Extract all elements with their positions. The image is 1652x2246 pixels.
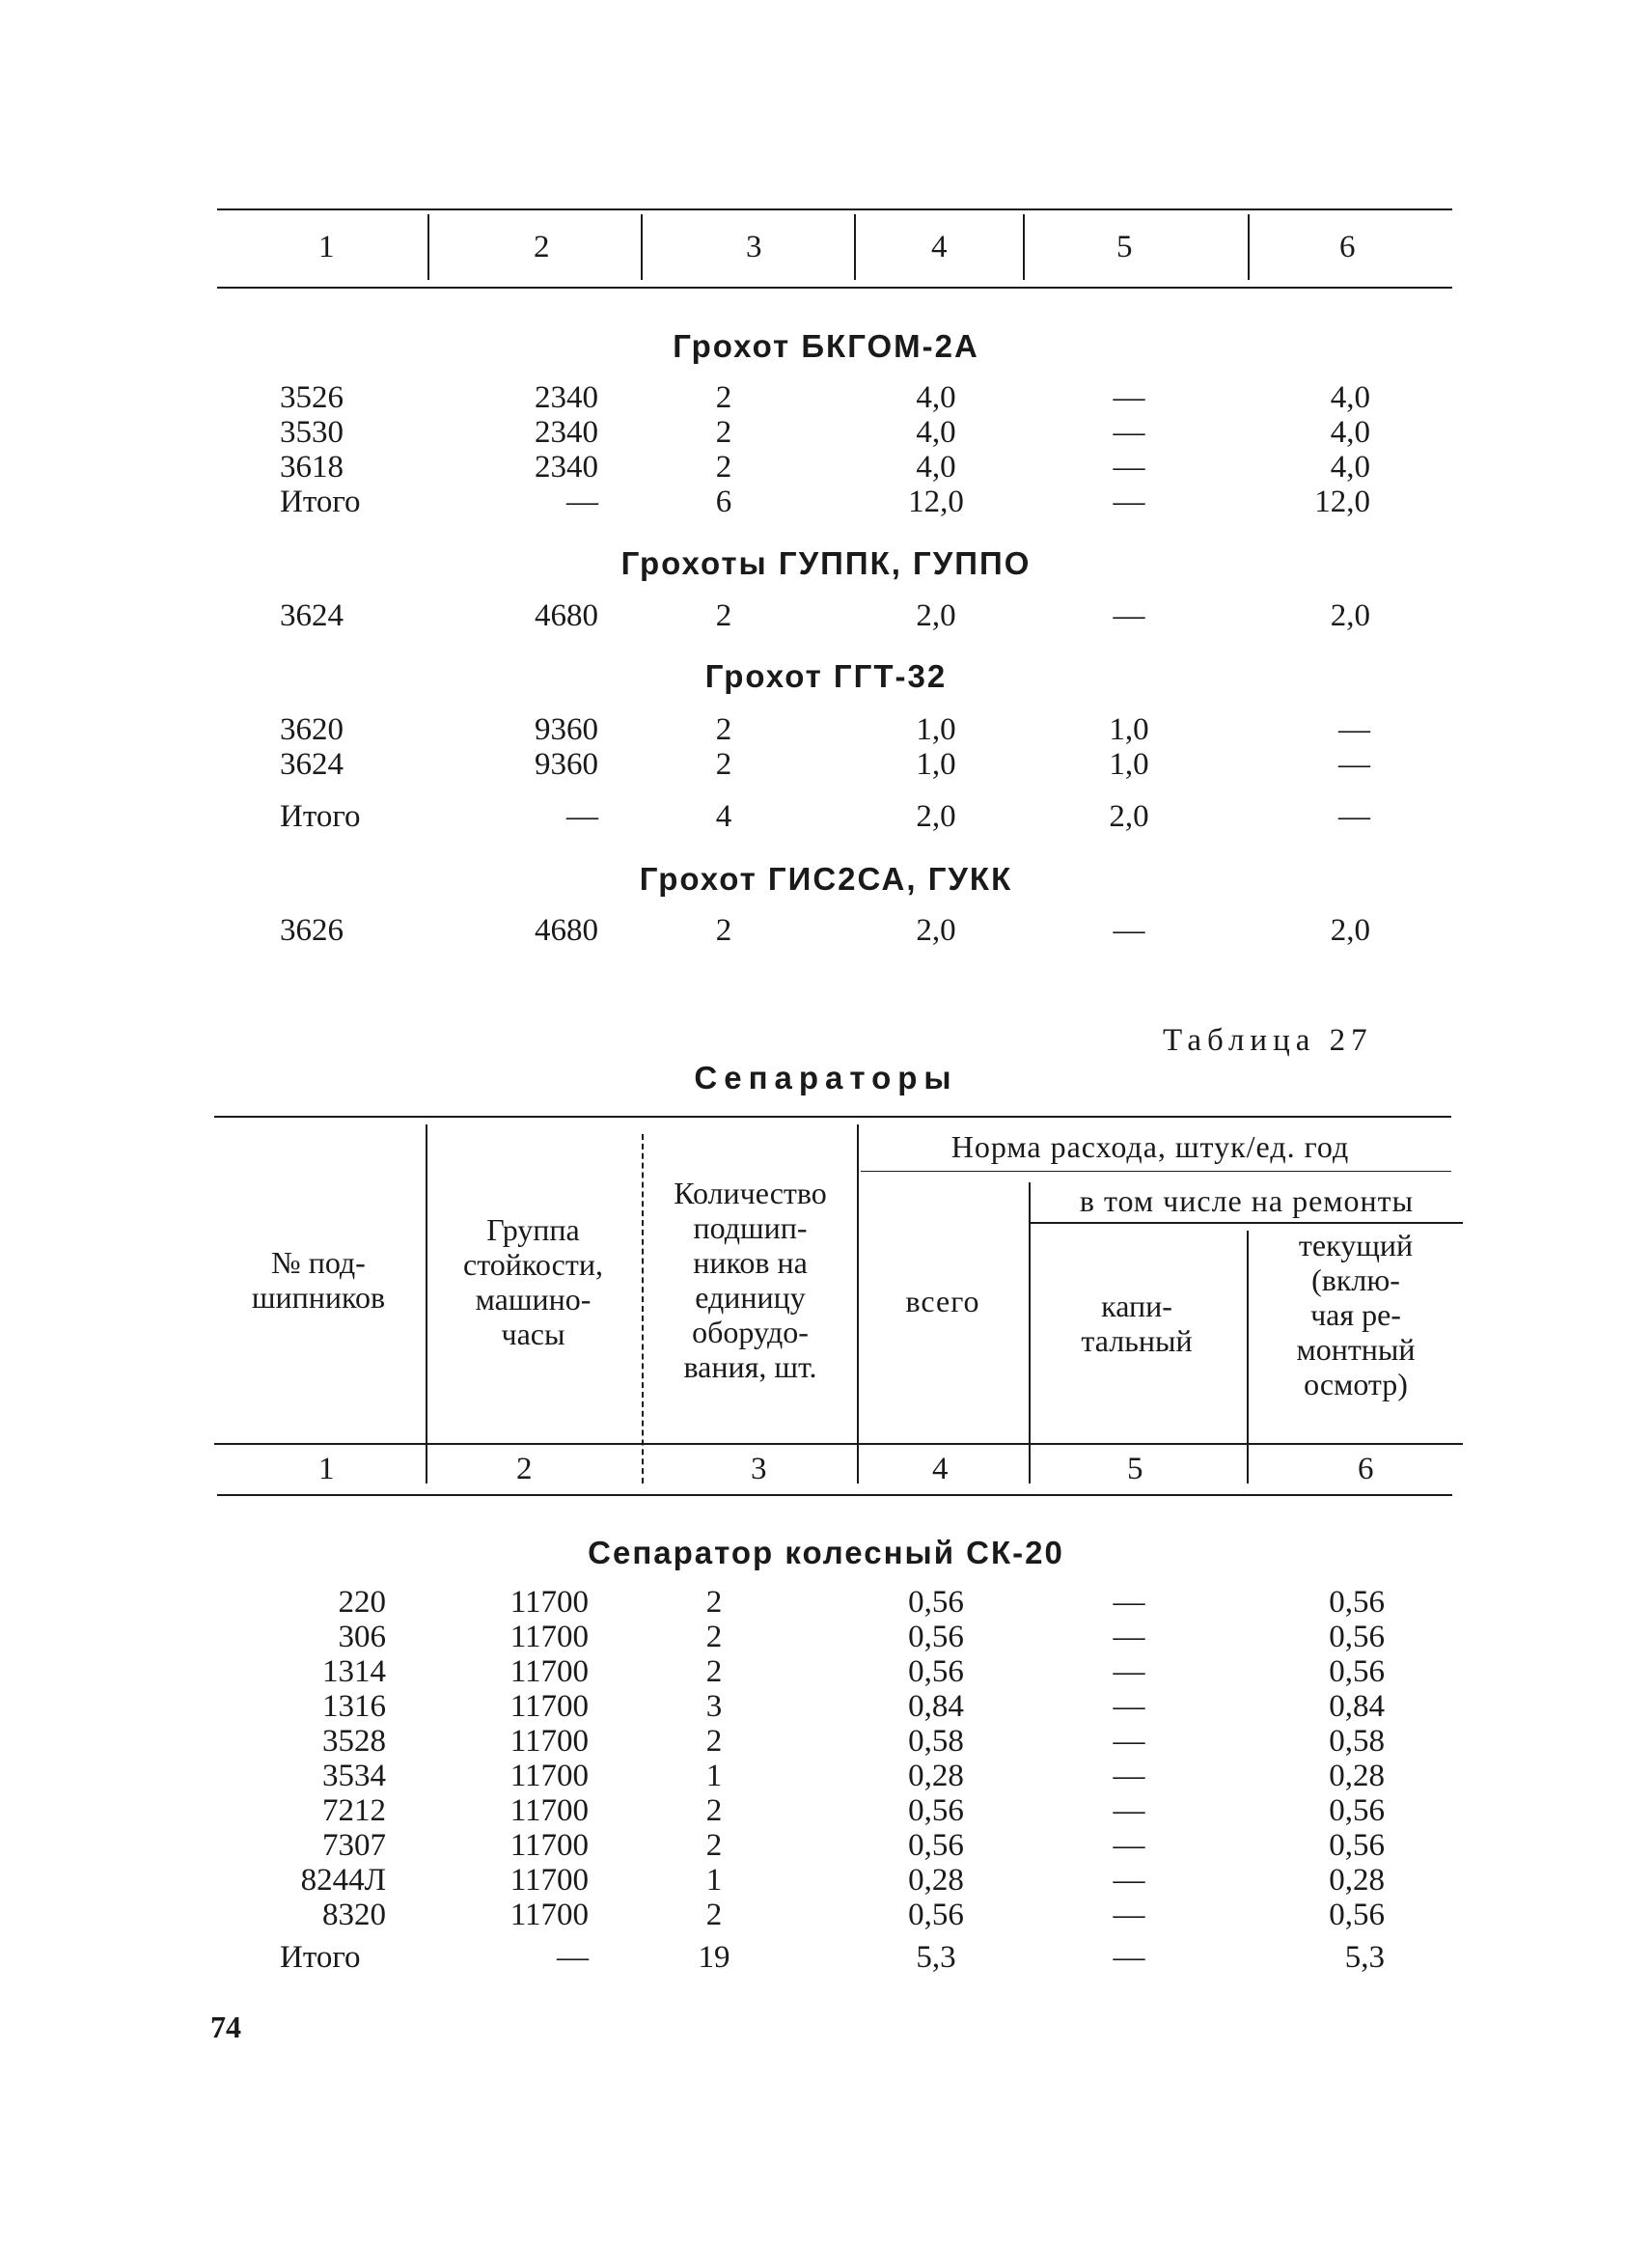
- header-line: капи-: [1101, 1289, 1172, 1323]
- bearing-number: 7307: [322, 1828, 386, 1863]
- header-line: Группа: [486, 1212, 580, 1247]
- norm-capital: —: [1113, 1689, 1145, 1724]
- rule: [214, 1116, 1451, 1118]
- norm-total: 4,0: [916, 380, 956, 415]
- bearing-number: 1314: [322, 1654, 386, 1689]
- norm-total: 0,56: [908, 1620, 964, 1654]
- group-hours: 11700: [509, 1759, 589, 1793]
- norm-capital: —: [1113, 1654, 1145, 1689]
- quantity: 19: [698, 1940, 730, 1975]
- quantity: 1: [705, 1863, 723, 1898]
- bearing-number: 7212: [322, 1793, 386, 1828]
- bearing-number: 8244Л: [300, 1863, 386, 1898]
- quantity: 2: [705, 1793, 723, 1828]
- norm-capital: 1,0: [1109, 747, 1149, 782]
- bearing-number: 306: [338, 1620, 386, 1654]
- group-hours: —: [566, 485, 598, 519]
- header-line: тальный: [1081, 1323, 1193, 1358]
- page-number: 74: [210, 2010, 241, 2044]
- column-number: 1: [318, 1452, 335, 1486]
- norm-current: 0,28: [1329, 1759, 1385, 1793]
- quantity: 2: [705, 1724, 723, 1759]
- group-hours: 9360: [535, 712, 598, 747]
- norm-total: 0,28: [908, 1863, 964, 1898]
- quantity: 2: [705, 1828, 723, 1863]
- header-line: № под-: [271, 1245, 366, 1280]
- group-hours: 11700: [509, 1724, 589, 1759]
- header-repairs: в том числе на ремонты: [1079, 1183, 1415, 1218]
- section-title: Грохот ГИС2СА, ГУКК: [639, 861, 1013, 897]
- header-line: стойкости,: [463, 1247, 603, 1282]
- column-number: 6: [1339, 230, 1356, 264]
- column-number: 5: [1127, 1452, 1143, 1486]
- divider: [427, 214, 429, 280]
- norm-capital: —: [1113, 1863, 1145, 1898]
- norm-current: 4,0: [1330, 380, 1370, 415]
- quantity: 2: [705, 1620, 723, 1654]
- divider: [641, 214, 643, 280]
- norm-current: 0,56: [1329, 1793, 1385, 1828]
- divider: [1023, 214, 1025, 280]
- quantity: 2: [715, 415, 732, 450]
- group-hours: 11700: [509, 1620, 589, 1654]
- group-hours: 2340: [535, 380, 598, 415]
- total-label: Итого: [280, 799, 361, 834]
- group-hours: 11700: [509, 1793, 589, 1828]
- header-line: ников на: [693, 1245, 808, 1280]
- bearing-number: 3528: [322, 1724, 386, 1759]
- bearing-number: 1316: [322, 1689, 386, 1724]
- norm-current: 0,56: [1329, 1585, 1385, 1620]
- norm-total: 1,0: [916, 747, 956, 782]
- quantity: 2: [715, 747, 732, 782]
- norm-current: —: [1338, 747, 1370, 782]
- norm-capital: —: [1113, 450, 1145, 485]
- total-label: Итого: [280, 1940, 361, 1975]
- group-hours: —: [566, 799, 598, 834]
- header-line: часы: [501, 1317, 565, 1351]
- group-hours: 11700: [509, 1585, 589, 1620]
- norm-current: 4,0: [1330, 450, 1370, 485]
- quantity: 2: [715, 913, 732, 948]
- quantity: 2: [715, 450, 732, 485]
- norm-current: 0,28: [1329, 1863, 1385, 1898]
- column-number: 3: [746, 230, 762, 264]
- norm-capital: —: [1113, 1940, 1145, 1975]
- norm-total: 2,0: [916, 799, 956, 834]
- quantity: 2: [705, 1898, 723, 1932]
- section-title: Грохот БКГОМ-2А: [673, 328, 979, 364]
- quantity: 3: [705, 1689, 723, 1724]
- norm-current: 0,58: [1329, 1724, 1385, 1759]
- norm-current: 0,56: [1329, 1898, 1385, 1932]
- group-hours: 11700: [509, 1863, 589, 1898]
- column-number: 4: [932, 1452, 949, 1486]
- norm-total: 0,56: [908, 1793, 964, 1828]
- divider: [857, 1124, 859, 1483]
- norm-current: 0,56: [1329, 1620, 1385, 1654]
- group-hours: 9360: [535, 747, 598, 782]
- group-hours: 11700: [509, 1654, 589, 1689]
- norm-current: 0,56: [1329, 1828, 1385, 1863]
- header-line: вания, шт.: [683, 1349, 817, 1384]
- total-label: Итого: [280, 485, 361, 519]
- bearing-number: 3618: [280, 450, 344, 485]
- norm-capital: —: [1113, 1759, 1145, 1793]
- rule: [861, 1171, 1451, 1172]
- norm-capital: —: [1113, 380, 1145, 415]
- norm-total: 0,58: [908, 1724, 964, 1759]
- norm-total: 4,0: [916, 415, 956, 450]
- header-line: оборудо-: [692, 1315, 809, 1349]
- header-line: осмотр): [1304, 1367, 1408, 1401]
- rule: [217, 1494, 1452, 1496]
- group-hours: 11700: [509, 1898, 589, 1932]
- norm-capital: 2,0: [1109, 799, 1149, 834]
- norm-total: 0,28: [908, 1759, 964, 1793]
- norm-capital: —: [1113, 913, 1145, 948]
- bearing-number: 220: [338, 1585, 386, 1620]
- column-number: 2: [516, 1452, 533, 1486]
- header-norm: Норма расхода, штук/ед. год: [950, 1129, 1350, 1164]
- header-line: (вклю-: [1311, 1262, 1400, 1297]
- norm-total: 4,0: [916, 450, 956, 485]
- norm-capital: —: [1113, 1620, 1145, 1654]
- quantity: 2: [715, 598, 732, 633]
- bearing-number: 3624: [280, 598, 344, 633]
- group-hours: 4680: [535, 913, 598, 948]
- rule: [217, 208, 1452, 210]
- column-number: 5: [1116, 230, 1133, 264]
- header-line: монтный: [1296, 1332, 1416, 1367]
- header-total: всего: [905, 1284, 980, 1318]
- norm-capital: —: [1113, 598, 1145, 633]
- column-number: 4: [931, 230, 948, 264]
- bearing-number: 3620: [280, 712, 344, 747]
- table-title: Сепараторы: [694, 1060, 958, 1095]
- header-line: машино-: [475, 1282, 592, 1317]
- norm-total: 0,84: [908, 1689, 964, 1724]
- norm-capital: —: [1113, 1724, 1145, 1759]
- rule: [1031, 1222, 1463, 1224]
- quantity: 2: [705, 1585, 723, 1620]
- norm-current: 12,0: [1314, 485, 1370, 519]
- norm-total: 2,0: [916, 598, 956, 633]
- quantity: 2: [715, 380, 732, 415]
- rule: [214, 1443, 1463, 1445]
- norm-current: 5,3: [1344, 1940, 1385, 1975]
- norm-total: 0,56: [908, 1828, 964, 1863]
- section-title: Грохот ГГТ-32: [704, 658, 948, 694]
- norm-total: 0,56: [908, 1585, 964, 1620]
- column-number: 3: [751, 1452, 767, 1486]
- table-label: Таблица 27: [1163, 1023, 1373, 1058]
- norm-current: —: [1338, 712, 1370, 747]
- norm-capital: 1,0: [1109, 712, 1149, 747]
- header-line: Количество: [674, 1176, 827, 1210]
- rule: [217, 287, 1452, 289]
- norm-capital: —: [1113, 1793, 1145, 1828]
- norm-current: 4,0: [1330, 415, 1370, 450]
- bearing-number: 8320: [322, 1898, 386, 1932]
- norm-current: 2,0: [1330, 913, 1370, 948]
- column-number: 2: [534, 230, 550, 264]
- bearing-number: 3624: [280, 747, 344, 782]
- norm-total: 2,0: [916, 913, 956, 948]
- column-number: 1: [318, 230, 335, 264]
- bearing-number: 3530: [280, 415, 344, 450]
- bearing-number: 3526: [280, 380, 344, 415]
- header-line: шипников: [251, 1280, 386, 1315]
- norm-total: 12,0: [908, 485, 964, 519]
- norm-current: —: [1338, 799, 1370, 834]
- quantity: 1: [705, 1759, 723, 1793]
- group-hours: 11700: [509, 1828, 589, 1863]
- norm-current: 0,56: [1329, 1654, 1385, 1689]
- norm-current: 2,0: [1330, 598, 1370, 633]
- header-line: текущий: [1298, 1228, 1414, 1262]
- quantity: 2: [705, 1654, 723, 1689]
- group-hours: 2340: [535, 450, 598, 485]
- norm-capital: —: [1113, 485, 1145, 519]
- norm-total: 0,56: [908, 1654, 964, 1689]
- bearing-number: 3534: [322, 1759, 386, 1793]
- group-hours: 11700: [509, 1689, 589, 1724]
- divider: [1247, 1231, 1249, 1483]
- quantity: 4: [715, 799, 732, 834]
- bearing-number: 3626: [280, 913, 344, 948]
- header-line: единицу: [695, 1280, 806, 1315]
- divider: [854, 214, 856, 280]
- quantity: 2: [715, 712, 732, 747]
- norm-current: 0,84: [1329, 1689, 1385, 1724]
- section-title: Сепаратор колесный СК-20: [588, 1535, 1064, 1570]
- divider: [426, 1124, 427, 1483]
- section-title: Грохоты ГУППК, ГУППО: [620, 545, 1032, 581]
- header-line: подшип-: [693, 1210, 808, 1245]
- group-hours: 2340: [535, 415, 598, 450]
- quantity: 6: [715, 485, 732, 519]
- norm-capital: —: [1113, 1585, 1145, 1620]
- norm-total: 0,56: [908, 1898, 964, 1932]
- norm-total: 1,0: [916, 712, 956, 747]
- norm-capital: —: [1113, 415, 1145, 450]
- norm-capital: —: [1113, 1828, 1145, 1863]
- header-line: чая ре-: [1310, 1297, 1401, 1332]
- norm-total: 5,3: [916, 1940, 956, 1975]
- divider: [642, 1134, 644, 1483]
- group-hours: 4680: [535, 598, 598, 633]
- group-hours: —: [557, 1940, 589, 1975]
- column-number: 6: [1358, 1452, 1374, 1486]
- divider: [1248, 214, 1250, 280]
- norm-capital: —: [1113, 1898, 1145, 1932]
